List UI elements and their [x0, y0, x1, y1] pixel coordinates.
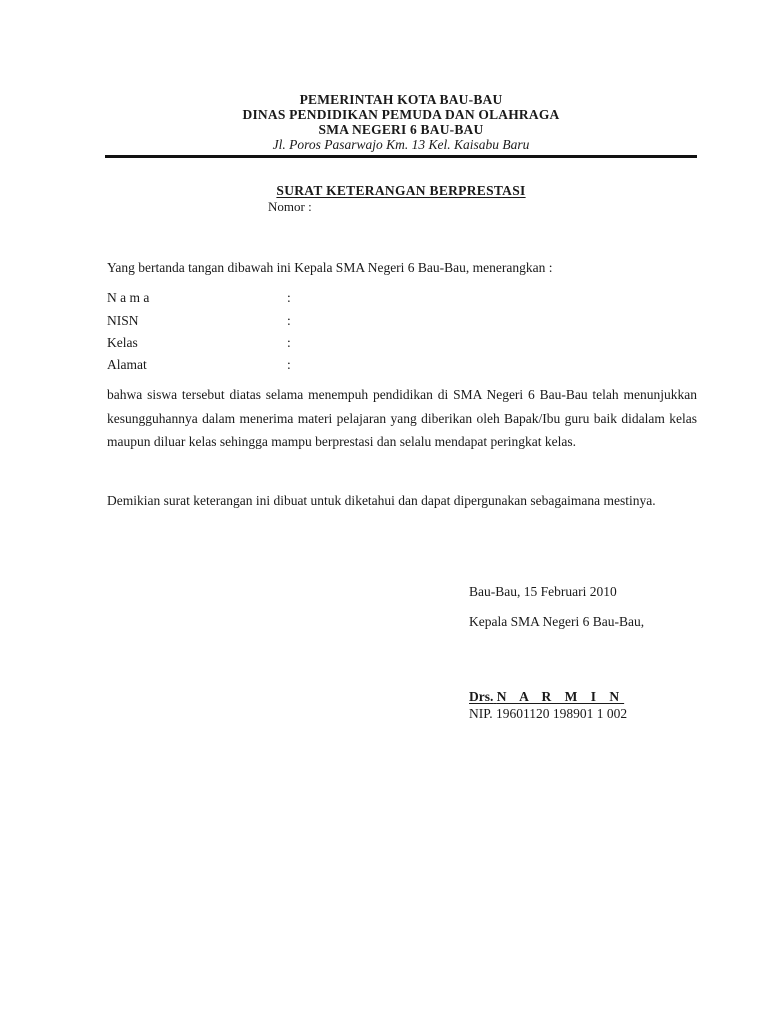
- field-row-nisn: [107, 313, 407, 329]
- letterhead-divider: [105, 155, 697, 158]
- signature-position: Kepala SMA Negeri 6 Bau-Bau,: [469, 614, 645, 629]
- document-title: [105, 183, 697, 199]
- field-colon: :: [287, 335, 291, 350]
- field-row-nama: [107, 290, 407, 306]
- closing-paragraph: Demikian surat keterangan ini dibuat untuk diketahui dan dapat dipergunakan sebagaimana mestinya.: [107, 493, 656, 508]
- document-title-text: SURAT KETERANGAN BERPRESTASI: [276, 183, 526, 198]
- signature-place-date: Bau-Bau, 15 Februari 2010: [469, 584, 617, 599]
- signatory-name-text: N A R M I N: [496, 689, 625, 704]
- signatory-title-prefix: Drs.: [469, 689, 494, 704]
- field-colon: :: [287, 290, 291, 305]
- document-number: Nomor :: [268, 199, 312, 214]
- letterhead-address: Jl. Poros Pasarwajo Km. 13 Kel. Kaisabu Baru: [272, 137, 530, 152]
- letterhead-school: SMA NEGERI 6 BAU-BAU: [318, 122, 484, 137]
- letterhead-department: DINAS PENDIDIKAN PEMUDA DAN OLAHRAGA: [242, 107, 560, 122]
- body-paragraph: bahwa siswa tersebut diatas selama menempuh pendidikan di SMA Negeri 6 Bau-Bau telah menunjukkan kesungguhannya dalam menerima materi pelajaran yang diberikan oleh Bapak/Ibu guru baik didalam kelas maupun diluar kelas sehingga mampu berprestasi dan selalu mendapat peringkat kelas.: [107, 387, 697, 449]
- field-label-alamat: Alamat: [107, 357, 147, 372]
- letterhead-government: PEMERINTAH KOTA BAU-BAU: [299, 92, 503, 107]
- field-label-nisn: NISN: [107, 313, 139, 328]
- field-colon: :: [287, 313, 291, 328]
- signatory-nip: NIP. 19601120 198901 1 002: [469, 706, 628, 721]
- field-row-alamat: [107, 357, 407, 373]
- field-label-kelas: Kelas: [107, 335, 138, 350]
- signatory-name: [469, 689, 624, 705]
- field-row-kelas: [107, 335, 407, 351]
- letterhead: [105, 92, 697, 153]
- field-colon: :: [287, 357, 291, 372]
- field-label-nama: N a m a: [107, 290, 150, 305]
- intro-statement: Yang bertanda tangan dibawah ini Kepala SMA Negeri 6 Bau-Bau, menerangkan :: [107, 260, 553, 275]
